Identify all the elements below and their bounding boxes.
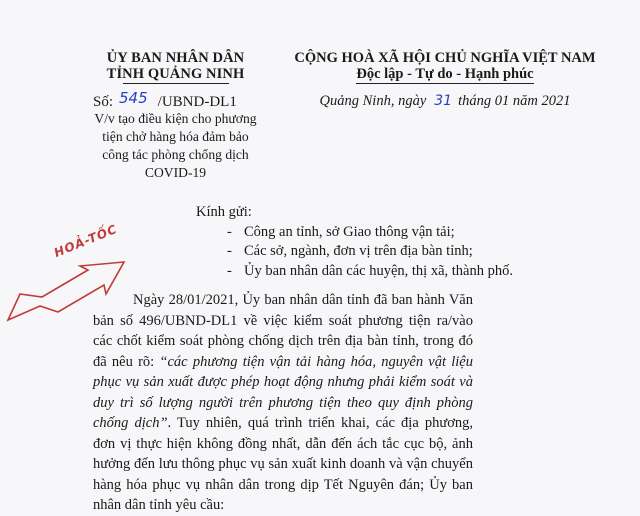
document-date xyxy=(285,93,605,109)
subject-line: tiện chở hàng hóa đảm bảo xyxy=(102,129,249,144)
recipients-list xyxy=(196,223,513,282)
document-number xyxy=(88,89,263,110)
date-suffix: tháng 01 năm 2021 xyxy=(458,93,571,109)
recipients-title: Kính gửi: xyxy=(196,204,252,220)
recipient-item: - Công an tỉnh, sở Giao thông vận tải; xyxy=(227,223,513,243)
subject-line: V/v tạo điều kiện cho phương xyxy=(94,111,257,126)
body-quote: “các phương tiện vận tải hàng hóa, nguyên vật liệu phục vụ sản xuất được phép hoạt động nhưng phải kiểm soát và duy trì số lượng người trên phương tiện theo quy định phòng chống dịch” xyxy=(93,353,473,431)
subject-line: COVID-19 xyxy=(144,165,207,180)
org-name-line1: ỦY BAN NHÂN DÂN xyxy=(106,50,245,66)
handwritten-day: 31 xyxy=(434,93,453,109)
issuing-authority-block xyxy=(88,50,263,182)
number-suffix: /UBND-DL1 xyxy=(157,94,237,110)
national-title: CỘNG HOÀ XÃ HỘI CHỦ NGHĨA VIỆT NAM xyxy=(294,50,596,66)
recipients-block xyxy=(196,203,513,281)
stamp-text: HOẢ-TỐC xyxy=(52,221,120,260)
document-body xyxy=(93,290,473,516)
national-header-block xyxy=(285,50,605,109)
body-part1: Ngày 28/01/2021, Ủy ban nhân dân tỉnh đã ban hành Văn bản số 496/UBND-DL1 về việc kiểm soát phương tiện ra/vào các chốt kiểm soát phòng chống dịch trên địa bàn tỉnh, trong đó đã nêu rõ: xyxy=(93,292,473,370)
date-prefix: Quảng Ninh, ngày xyxy=(319,93,427,109)
recipient-item: - Ủy ban nhân dân các huyện, thị xã, thành phố. xyxy=(227,262,513,282)
document-subject xyxy=(88,110,263,182)
subject-line: công tác phòng chống dịch xyxy=(102,147,249,162)
org-underline xyxy=(123,83,229,84)
handwritten-number: 545 xyxy=(119,89,148,107)
national-motto: Độc lập - Tự do - Hạnh phúc xyxy=(356,66,534,82)
number-label: Số: xyxy=(93,94,114,110)
org-name-line2: TỈNH QUẢNG NINH xyxy=(106,66,245,82)
recipient-item: - Các sở, ngành, đơn vị trên địa bàn tỉnh; xyxy=(227,242,513,262)
body-part2: . Tuy nhiên, quá trình triển khai, các địa phương, đơn vị thực hiện không đồng nhất, dẫn đến ách tắc cục bộ, ảnh hưởng đến lưu thông phục vụ sản xuất kinh doanh và vận chuyển hàng hóa phục vụ nhân dân trong dịp Tết Nguyên đán; Ủy ban nhân dân tỉnh yêu cầu: xyxy=(93,415,473,513)
